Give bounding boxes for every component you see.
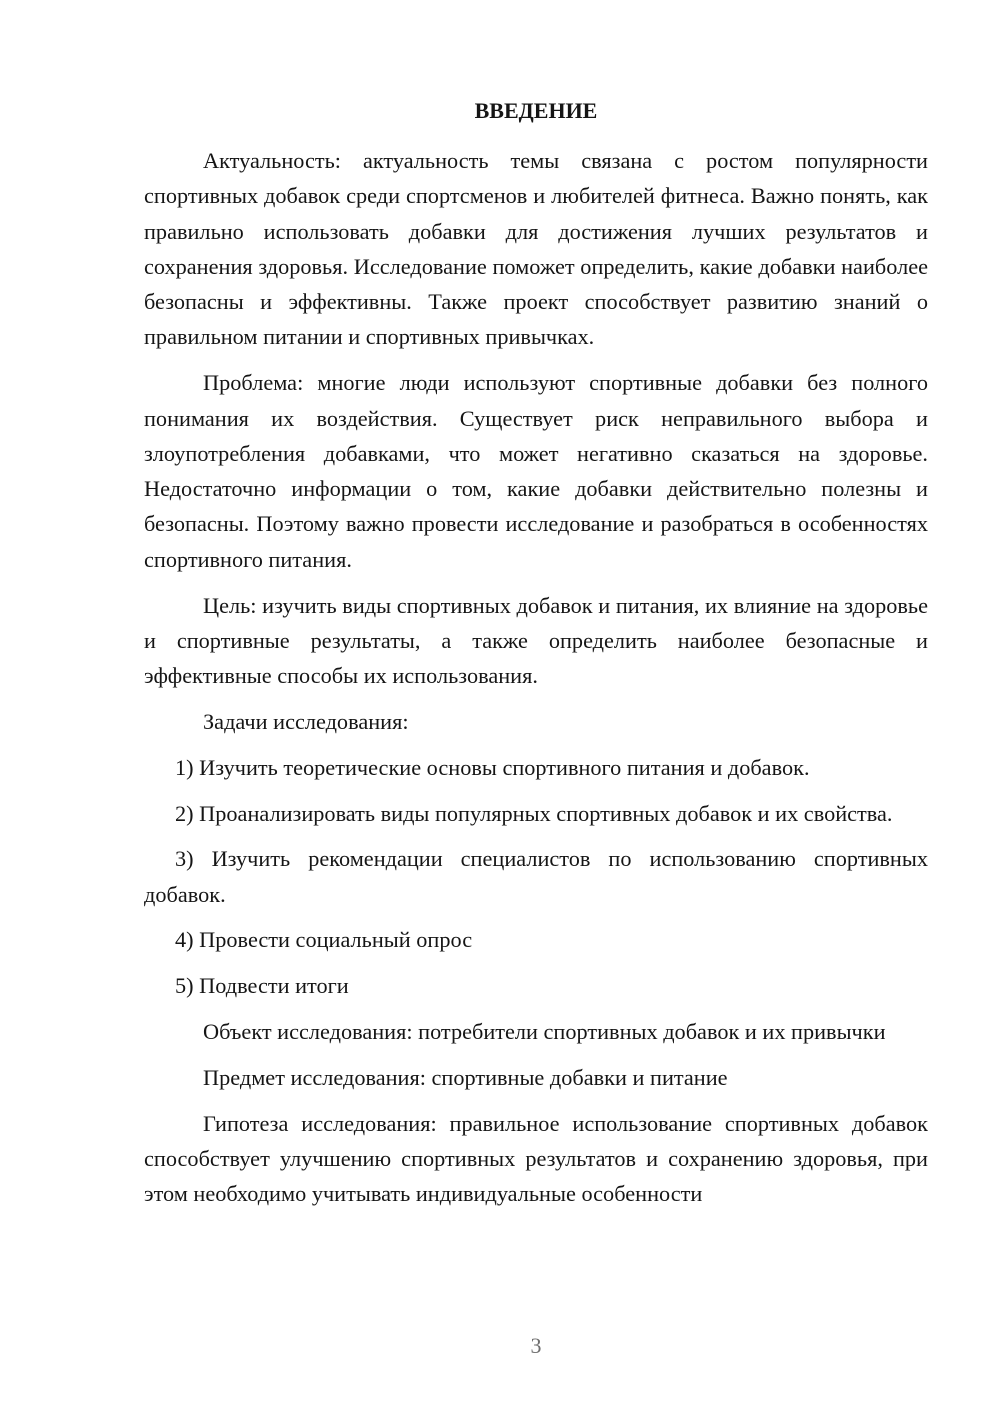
- task-item-5: 5) Подвести итоги: [175, 973, 349, 999]
- paragraph-subject: Предмет исследования: спортивные добавки и питание: [203, 1064, 728, 1090]
- paragraph-object: Объект исследования: потребители спортивных добавок и их привычки: [203, 1019, 886, 1045]
- task-item-4: 4) Провести социальный опрос: [175, 927, 473, 953]
- paragraph-problem: Проблема: многие люди используют спортивные добавки без полного понимания их воздействия. Существует риск неправильного выбора и злоупотребления добавками, что может негативно сказаться на здоровье. Недостаточно информации о том, какие добавки действительно полезны и безопасны. Поэтому важно провести исследование и разобраться в особенностях спортивного питания.: [144, 370, 928, 572]
- paragraph-relevance: Актуальность: актуальность темы связана с ростом популярности спортивных добавок среди спортсменов и любителей фитнеса. Важно понять, как правильно использовать добавки для достижения лучших результатов и сохранения здоровья. Исследование поможет определить, какие добавки наиболее безопасны и эффективны. Также проект способствует развитию знаний о правильном питании и спортивных привычках.: [144, 148, 928, 350]
- document-body: [144, 143, 928, 1212]
- section-title: ВВЕДЕНИЕ: [474, 98, 598, 123]
- page-number: 3: [530, 1333, 542, 1358]
- paragraph-hypothesis: Гипотеза исследования: правильное использование спортивных добавок способствует улучшению спортивных результатов и сохранению здоровья, при этом необходимо учитывать индивидуальные особенности: [144, 1110, 928, 1207]
- paragraph-goal: Цель: изучить виды спортивных добавок и питания, их влияние на здоровье и спортивные результаты, а также определить наиболее безопасные и эффективные способы их использования.: [144, 592, 928, 689]
- task-item-3: 3) Изучить рекомендации специалистов по использованию спортивных добавок.: [144, 846, 928, 907]
- paragraph-tasks-heading: Задачи исследования:: [203, 708, 409, 734]
- task-item-2: 2) Проанализировать виды популярных спортивных добавок и их свойства.: [175, 800, 893, 826]
- task-item-1: 1) Изучить теоретические основы спортивного питания и добавок.: [175, 754, 810, 780]
